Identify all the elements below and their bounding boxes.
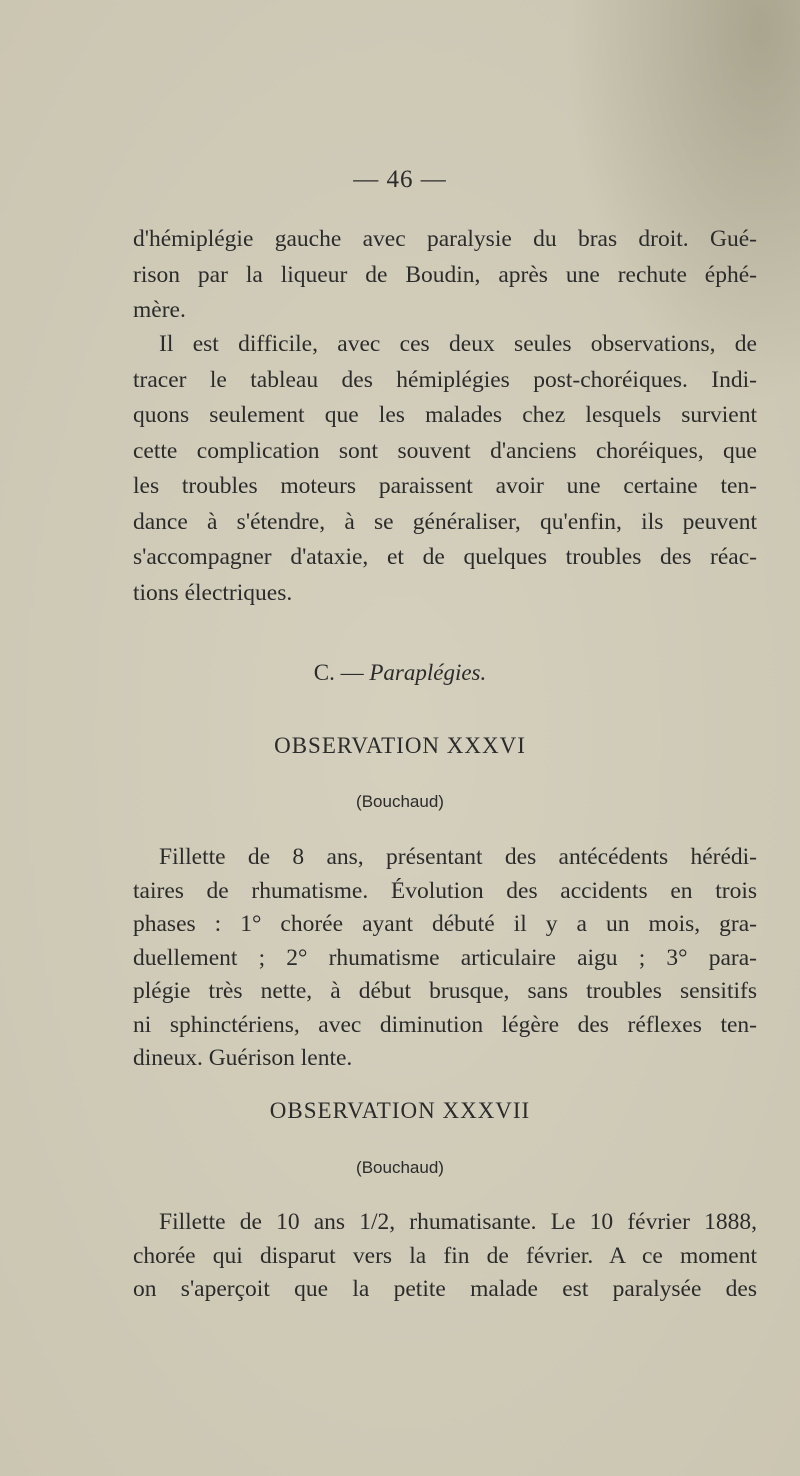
text-line: dineux. Guérison lente. (133, 1045, 353, 1071)
text-line: phases : 1° chorée ayant débuté il y a un mois, gra- (133, 911, 757, 937)
continuation-paragraph (133, 222, 757, 329)
observation-text (133, 841, 757, 1076)
text-line: tracer le tableau des hémiplégies post-choréiques. Indi- (133, 366, 757, 393)
text-line: cette complication sont souvent d'anciens choréiques, que (133, 437, 757, 464)
text-line: on s'aperçoit que la petite malade est paralysée des (133, 1276, 757, 1302)
observation-author: (Bouchaud) (356, 792, 444, 811)
text-line: taires de rhumatisme. Évolution des accidents en trois (133, 877, 757, 904)
text-line: d'hémiplégie gauche avec paralysie du bras droit. Gué- (133, 226, 757, 252)
text-line: quons seulement que les malades chez lesquels survient (133, 402, 757, 428)
text-line: Il est difficile, avec ces deux seules observations, de (159, 331, 757, 357)
text-line: rison par la liqueur de Boudin, après une rechute éphé- (133, 261, 757, 288)
section-title: Paraplégies. (369, 660, 487, 685)
observation-title: OBSERVATION XXXVI (274, 733, 526, 758)
section-letter: C. — (313, 660, 364, 685)
text-line: s'accompagner d'ataxie, et de quelques troubles des réac- (133, 544, 757, 570)
text-line: les troubles moteurs paraissent avoir une certaine ten- (133, 473, 757, 499)
text-line: mère. (133, 297, 186, 323)
text-line: dance à s'étendre, à se généraliser, qu'enfin, ils peuvent (133, 508, 757, 535)
observation-author: (Bouchaud) (356, 1158, 444, 1177)
text-line: chorée qui disparut vers la fin de février. A ce moment (133, 1242, 757, 1269)
text-line: plégie très nette, à début brusque, sans troubles sensitifs (133, 978, 757, 1004)
discussion-paragraph (133, 327, 757, 611)
text-line: ni sphinctériens, avec diminution légère des réflexes ten- (133, 1011, 757, 1038)
text-line: tions électriques. (133, 579, 293, 606)
observation-title: OBSERVATION XXXVII (269, 1098, 531, 1123)
section-heading (0, 660, 800, 686)
page-number: — 46 — (353, 166, 447, 193)
text-line: Fillette de 8 ans, présentant des antécédents hérédi- (159, 844, 757, 870)
observation-text (133, 1206, 757, 1307)
text-line: Fillette de 10 ans 1/2, rhumatisante. Le 10 février 1888, (159, 1209, 757, 1235)
text-line: duellement ; 2° rhumatisme articulaire aigu ; 3° para- (133, 944, 757, 971)
